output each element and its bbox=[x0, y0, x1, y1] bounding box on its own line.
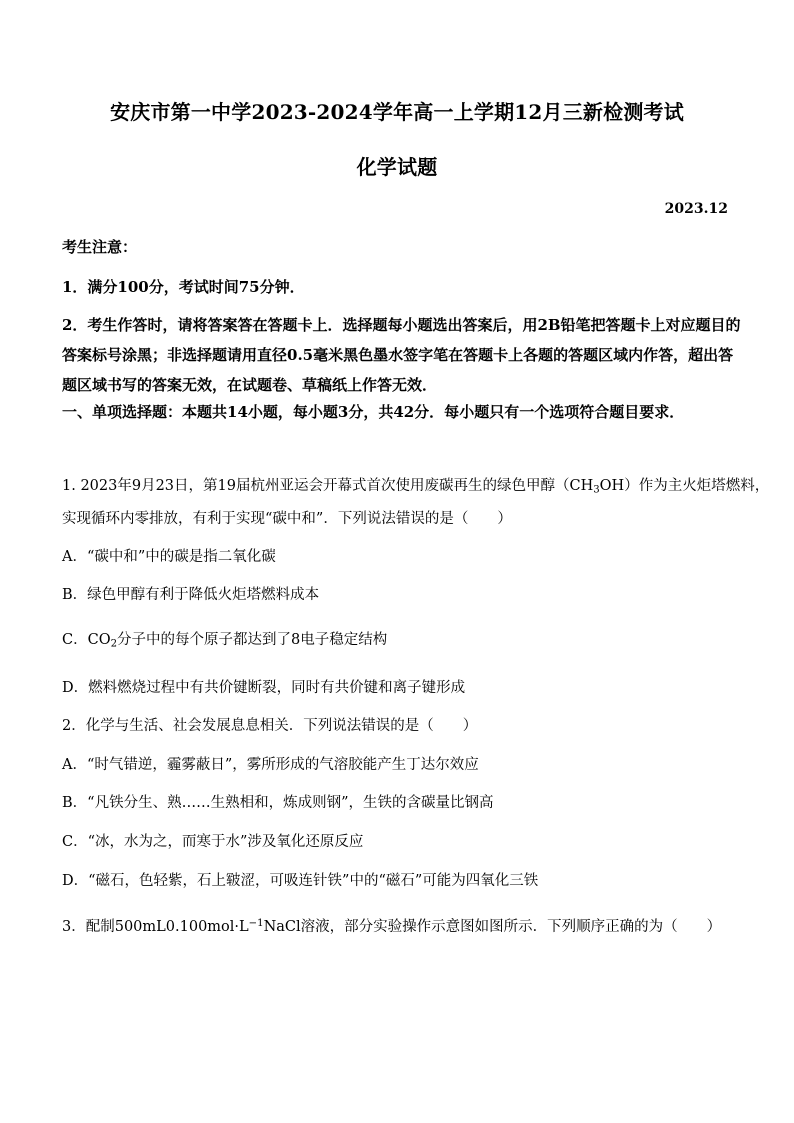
q2-stem: 2．化学与生活、社会发展息息相关．下列说法错误的是（ ） bbox=[62, 718, 478, 734]
notice-heading: 考生注意： bbox=[62, 238, 138, 256]
q1-option-c-post: 分子中的每个原子都达到了8电子稳定结构 bbox=[117, 632, 388, 648]
q3-stem-superscript: −1 bbox=[248, 917, 264, 929]
section-1-heading: 一、单项选择题：本题共14小题，每小题3分，共42分．每小题只有一个选项符合题目要求． bbox=[62, 403, 685, 421]
q1-stem-subscript: 3 bbox=[593, 484, 600, 496]
q3-stem bbox=[62, 917, 752, 937]
q1-stem-line-1 bbox=[62, 476, 770, 496]
q2-option-d: D．“磁石，色轻紫，石上皲涩，可吸连针铁”中的“磁石”可能为四氧化三铁 bbox=[62, 873, 539, 889]
exam-subtitle: 化学试题 bbox=[356, 155, 438, 179]
q1-stem-line-2: 实现循环内零排放，有利于实现“碳中和”．下列说法错误的是（ ） bbox=[62, 511, 512, 527]
q1-stem-part2: OH）作为主火炬塔燃料， bbox=[599, 478, 770, 494]
q2-option-b: B．“凡铁分生、熟……生熟相和，炼成则钢”，生铁的含碳量比钢高 bbox=[62, 795, 494, 811]
q1-option-a: A．“碳中和”中的碳是指二氧化碳 bbox=[62, 549, 276, 565]
q1-option-c-pre: C．CO bbox=[62, 632, 111, 648]
q1-option-d: D．燃料燃烧过程中有共价键断裂，同时有共价键和离子键形成 bbox=[62, 680, 466, 696]
q1-option-c bbox=[62, 630, 752, 650]
exam-date: 2023.12 bbox=[664, 201, 728, 217]
q3-stem-post: NaCl溶液，部分实验操作示意图如图所示．下列顺序正确的为（ ） bbox=[263, 919, 722, 935]
q1-stem-part1: 1. 2023年9月23日，第19届杭州亚运会开幕式首次使用废碳再生的绿色甲醇（CH bbox=[62, 478, 594, 494]
notice-item-2: 2．考生作答时，请将答案答在答题卡上．选择题每小题选出答案后，用2B铅笔把答题卡上对应题目的答案标号涂黑；非选择题请用直径0.5毫米黑色墨水签字笔在答题卡上各题的答题区域内作答，超出答题区域书写的答案无效，在试题卷、草稿纸上作答无效． bbox=[62, 316, 741, 394]
q2-option-a: A．“时气错逆，霾雾蔽日”，雾所形成的气溶胶能产生丁达尔效应 bbox=[62, 757, 479, 773]
exam-title: 安庆市第一中学2023-2024学年高一上学期12月三新检测考试 bbox=[110, 100, 684, 124]
q3-stem-pre: 3．配制500mL0.100mol·L bbox=[62, 919, 249, 935]
q2-option-c: C．“冰，水为之，而寒于水”涉及氧化还原反应 bbox=[62, 834, 364, 850]
notice-item-1: 1．满分100分，考试时间75分钟． bbox=[62, 278, 305, 296]
q1-option-c-subscript: 2 bbox=[110, 638, 118, 650]
q1-option-b: B．绿色甲醇有利于降低火炬塔燃料成本 bbox=[62, 587, 320, 603]
